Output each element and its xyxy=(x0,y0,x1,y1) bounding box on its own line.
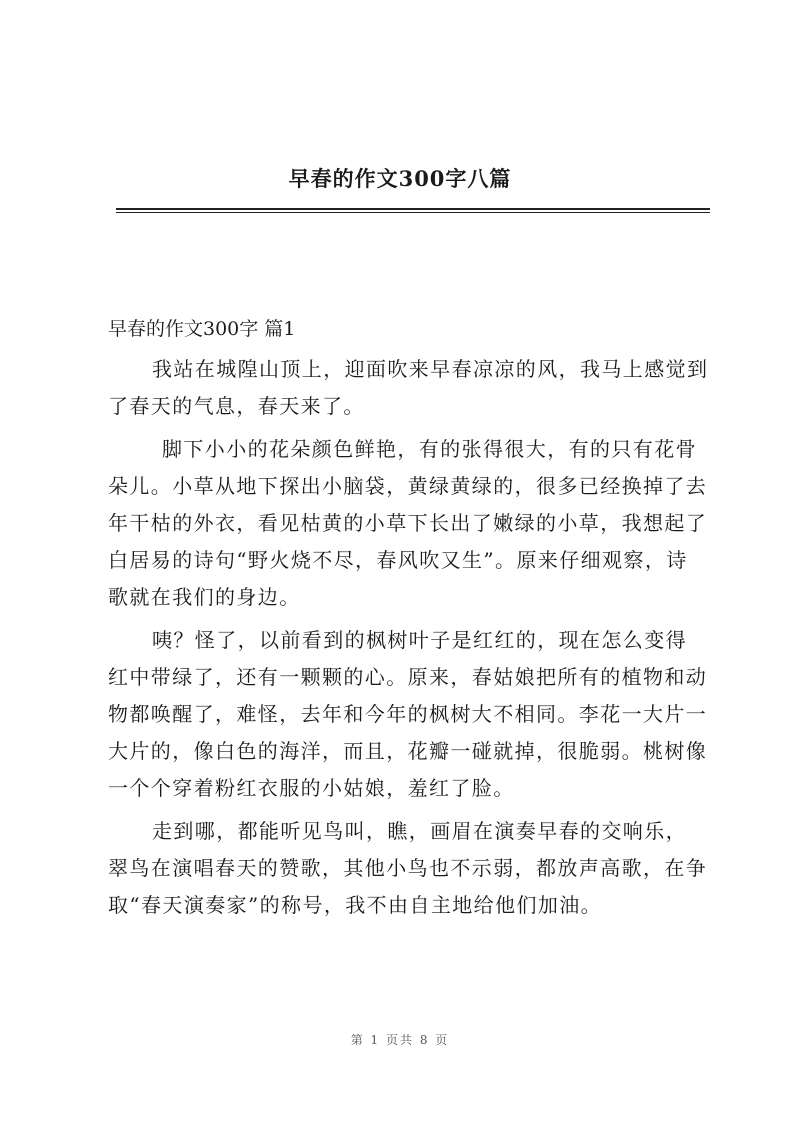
paragraph-line: 我站在城隍山顶上，迎面吹来早春凉凉的风，我马上感觉到 xyxy=(152,357,709,381)
section-heading: 早春的作文300字 篇1 xyxy=(108,318,296,340)
article-body xyxy=(108,351,710,924)
paragraph-line: 白居易的诗句“野火烧不尽，春风吹又生”。原来仔细观察，诗 xyxy=(108,548,688,572)
page-footer: 第 1 页共 8 页 xyxy=(350,1033,450,1047)
paragraph-line: 年干枯的外衣，看见枯黄的小草下长出了嫩绿的小草，我想起了 xyxy=(108,511,708,535)
paragraph-line: 了春天的气息，春天来了。 xyxy=(108,394,365,418)
paragraph-3 xyxy=(108,622,710,807)
title-divider xyxy=(116,208,710,213)
paragraph-line: 红中带绿了，还有一颗颗的心。原来，春姑娘把所有的植物和动 xyxy=(108,665,708,689)
paragraph-line: 歌就在我们的身边。 xyxy=(108,585,301,609)
paragraph-4 xyxy=(108,813,710,924)
document-title: 早春的作文300字八篇 xyxy=(288,166,512,191)
paragraph-line: 朵儿。小草从地下探出小脑袋，黄绿黄绿的，很多已经换掉了去 xyxy=(108,474,708,498)
paragraph-line: 翠鸟在演唱春天的赞歌，其他小鸟也不示弱，都放声高歌，在争 xyxy=(108,856,708,880)
paragraph-line: 脚下小小的花朵颜色鲜艳，有的张得很大，有的只有花骨 xyxy=(162,437,697,461)
paragraph-line: 走到哪，都能听见鸟叫，瞧，画眉在演奏早春的交响乐， xyxy=(152,819,687,843)
paragraph-2 xyxy=(108,431,710,616)
paragraph-1 xyxy=(108,351,710,425)
paragraph-line: 物都唤醒了，难怪，去年和今年的枫树大不相同。李花一大片一 xyxy=(108,702,708,726)
paragraph-line: 大片的，像白色的海洋，而且，花瓣一碰就掉，很脆弱。桃树像 xyxy=(108,739,708,763)
paragraph-line: 取“春天演奏家”的称号，我不由自主地给他们加油。 xyxy=(108,893,603,917)
paragraph-line: 咦？怪了，以前看到的枫树叶子是红红的，现在怎么变得 xyxy=(152,628,687,652)
paragraph-line: 一个个穿着粉红衣服的小姑娘，羞红了脸。 xyxy=(108,776,515,800)
